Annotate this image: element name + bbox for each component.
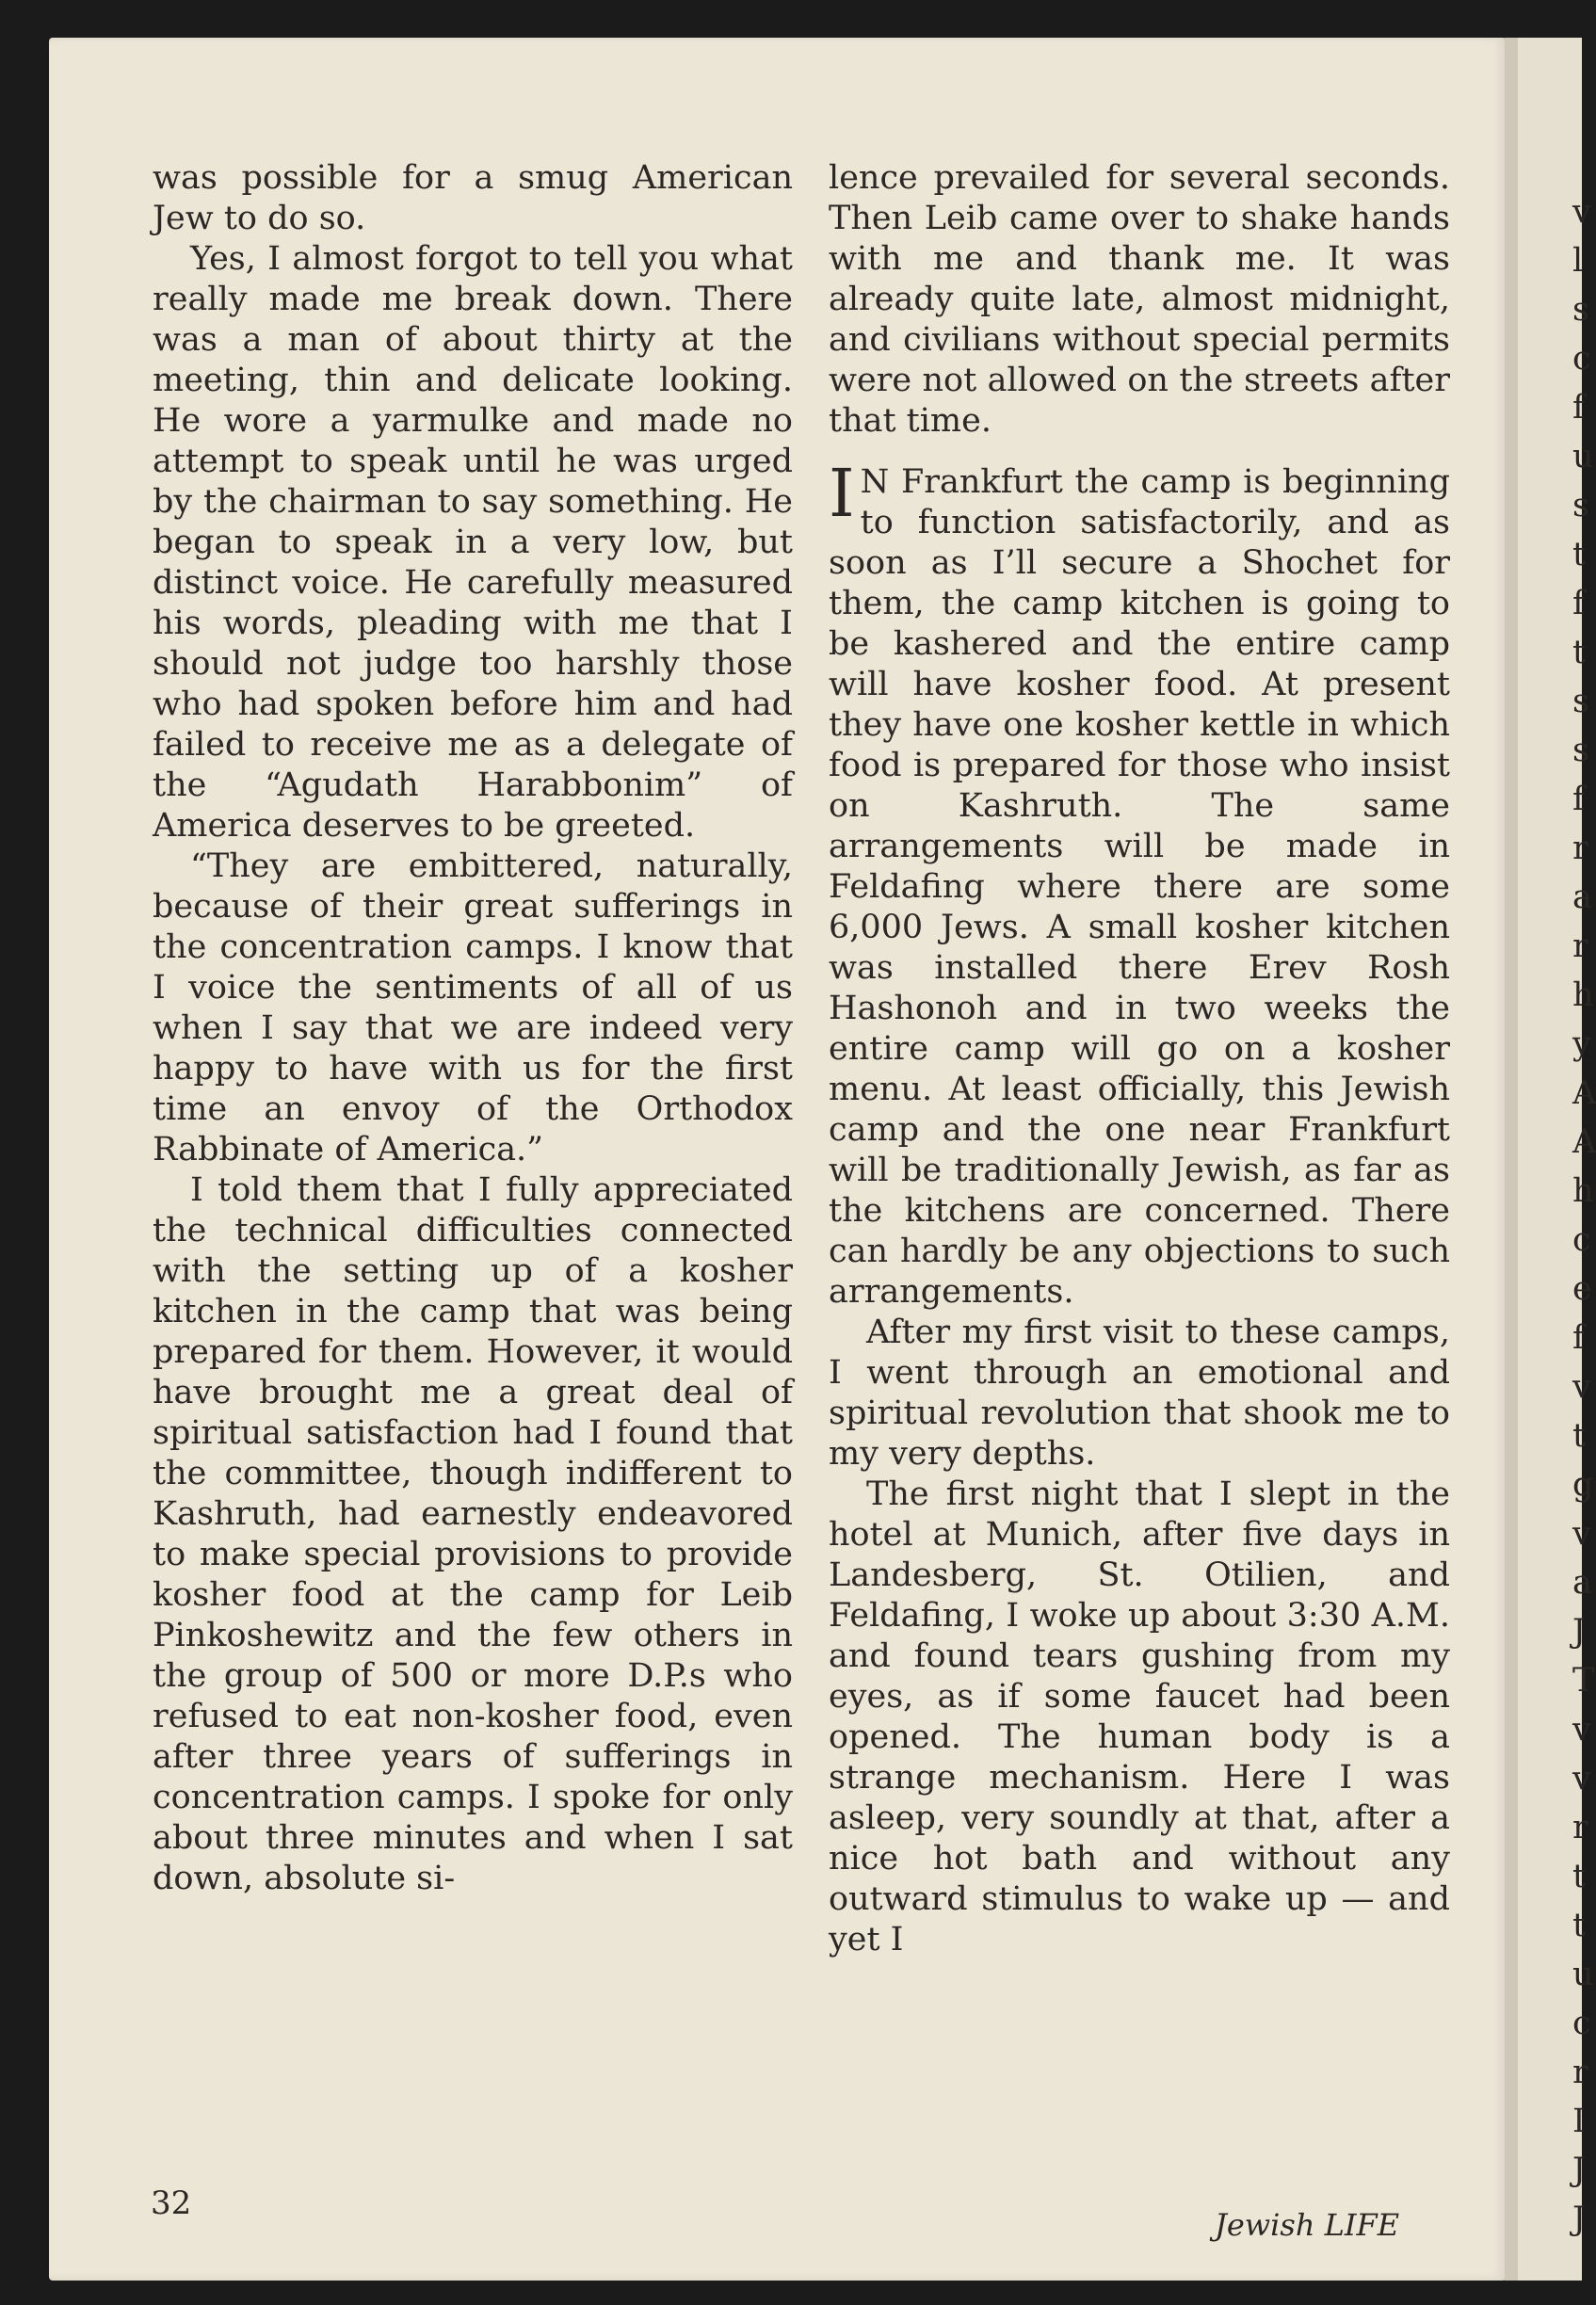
next-page-letter: A [1572,1074,1596,1112]
page-number: 32 [151,2184,192,2222]
next-page-letter: h [1572,976,1594,1014]
next-page-letter: f [1572,585,1585,622]
next-page-letter: g [1572,1466,1594,1504]
paragraph: After my first visit to these camps, I went through an emotional and spiritual revolution that shook me to my very depths. [829,1314,1450,1473]
running-footer: Jewish LIFE [1215,2207,1400,2243]
paragraph: The first night that I slept in the hotel at Munich, after five days in Landesberg, St. Otilien, and Feldafing, I woke up about 3:30 A.M. and found tears gushing from my eyes, as if some faucet had been opened. The human body is a strange mechanism. Here I was asleep, very soundly at that, after a nice hot bath and without any outward stimulus to wake up — and yet I [829,1475,1450,1958]
next-page-letter: c [1572,340,1591,378]
next-page-letter: J [1572,2200,1587,2238]
next-page-letter: r [1572,2054,1588,2091]
next-page-letter: c [1572,2005,1591,2042]
next-page-letter: v [1572,1368,1591,1406]
next-page-letter: t [1572,634,1587,671]
drop-cap: I [829,455,855,532]
next-page-letter: t [1572,1417,1587,1455]
paragraph: “They are embittered, naturally, because of their great sufferings in the concentration camps. I know that I voice the sentiments of all of us when I say that we are indeed very happy to have with us for the first time an envoy of the Orthodox Rabbinate of America.” [153,847,793,1169]
next-page-letter: s [1572,732,1589,769]
next-page-letter: u [1572,1956,1594,1993]
paragraph: was possible for a smug American Jew to do so. [153,159,793,237]
right-column [829,158,1450,1960]
next-page-letter: s [1572,487,1589,524]
next-page-letter: v [1572,193,1591,231]
paragraph-text: N Frankfurt the camp is beginning to function satisfactorily, and as soon as I’ll secure a Shochet for them, the camp kitchen is going to be kashered and the entire camp will have kosher food. At present they have one kosher kettle in which food is prepared for those who insist on Kashruth. The same arrangements will be made in Feldafing where there are some 6,000 Jews. A small kosher kitchen was installed there Erev Rosh Hashonoh and in two weeks the entire camp will go on a kosher menu. At least officially, this Jewish camp and the one near Frankfurt will be traditionally Jewish, as far as the kitchens are concerned. There can hardly be any objections to such arrangements. [829,463,1450,1311]
next-page-letter: I [1572,2103,1586,2140]
next-page-letter: J [1572,2152,1587,2189]
next-page-letter: v [1572,1711,1591,1749]
next-page-letter: r [1572,1809,1588,1846]
next-page-letter: t [1572,1858,1587,1895]
paragraph: Yes, I almost forgot to tell you what really made me break down. There was a man of about thirty at the meeting, thin and delicate looking. He wore a yarmulke and made no attempt to speak until he was urged by the chairman to say something. He began to speak in a very low, but distinct voice. He carefully measured his words, pleading with me that I should not judge too harshly those who had spoken before him and had failed to receive me as a delegate of the “Agudath Harabbonim” of America deserves to be greeted. [153,240,793,845]
next-page-letter: T [1572,1662,1595,1700]
next-page-letter: f [1572,781,1585,818]
next-page-letter: t [1572,1907,1587,1944]
next-page-letter: t [1572,536,1587,573]
next-page-letter: r [1572,830,1588,867]
paragraph-dropcap [829,455,1450,1313]
next-page-letter: h [1572,1172,1594,1210]
next-page-letter: y [1572,1025,1591,1063]
next-page-letter: a [1572,878,1592,916]
next-page-letter: r [1572,927,1588,965]
next-page-edge [1518,38,1596,2281]
next-page-letter: f [1572,1319,1585,1357]
next-page-letter: f [1572,389,1585,427]
next-page-letter: s [1572,291,1589,329]
next-page-letter: a [1572,1564,1592,1602]
book-gutter [1505,38,1518,2281]
next-page-letter: c [1572,1221,1591,1259]
next-page-letter: l [1572,242,1584,280]
next-page-letter: u [1572,438,1594,476]
next-page-letter: s [1572,683,1589,720]
next-page-letter: e [1572,1270,1592,1308]
next-page-letter: v [1572,1515,1591,1553]
paragraph: lence prevailed for several seconds. Then Leib came over to shake hands with me and thank me. It was already quite late, almost midnight, and civilians without special permits were not allowed on the streets after that time. [829,159,1450,440]
next-page-letter: v [1572,1760,1591,1797]
next-page-letter: J [1572,1613,1587,1651]
left-column [153,158,793,1899]
next-page-letter: A [1572,1123,1596,1161]
paragraph: I told them that I fully appreciated the technical difficulties connected with the setting up of a kosher kitchen in the camp that was being prepared for them. However, it would have brought me a great deal of spiritual satisfaction had I found that the committee, though indifferent to Kashruth, had earnestly endeavored to make special provisions to provide kosher food at the camp for Leib Pinkoshewitz and the few others in the group of 500 or more D.P.s who refused to eat non-kosher food, even after three years of sufferings in concentration camps. I spoke for only about three minutes and when I sat down, absolute si- [153,1171,793,1897]
